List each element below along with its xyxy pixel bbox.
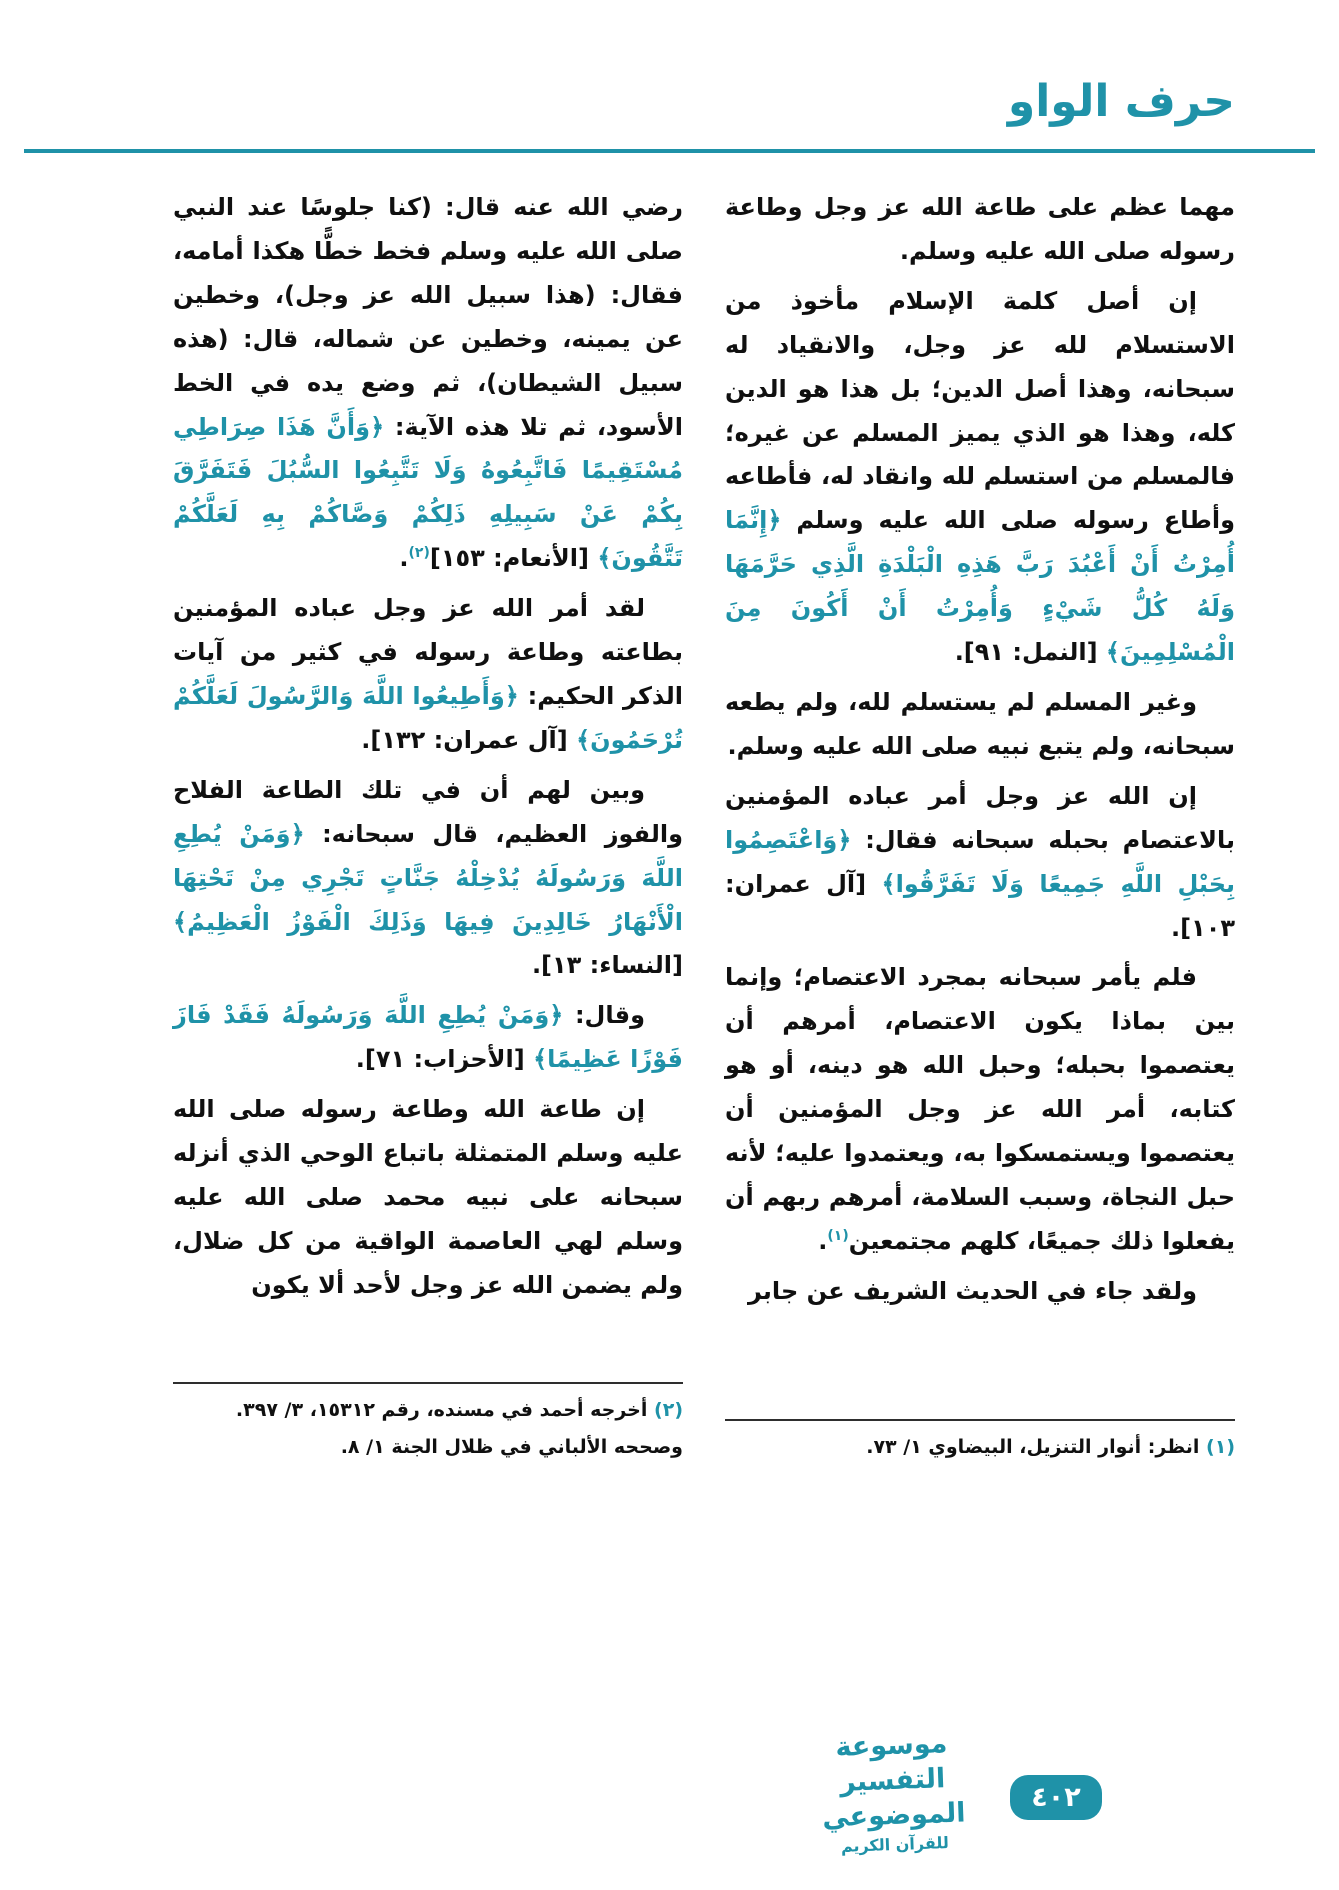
- body-text: إن الله عز وجل أمر عباده المؤمنين بالاعتصام بحبله سبحانه فقال:: [725, 781, 1235, 854]
- footnote-number: (٢): [647, 1398, 683, 1421]
- publisher-logo-title: موسوعة التفسير الموضوعي: [821, 1727, 966, 1834]
- paragraph: [173, 994, 683, 1082]
- publisher-logo-subtitle: للقرآن الكريم: [840, 1833, 950, 1856]
- page-body: [173, 186, 1235, 1466]
- body-text: إن أصل كلمة الإسلام مأخوذ من الاستسلام لله عز وجل، والانقياد له سبحانه، وهذا أصل الدين؛ بل هذا هو الدين كله، وهذا هو الذي يميز المسلم عن غيره؛ فالمسلم من استسلم لله وانقاد له، فأطاعه وأطاع رسوله صلى الله عليه وسلم: [725, 286, 1235, 535]
- paragraph: [173, 587, 683, 763]
- body-text: وصححه الألباني في ظلال الجنة ١/ ٨.: [340, 1435, 683, 1458]
- footnote-separator: [173, 1382, 683, 1384]
- quran-verse: ﴿وَأَطِيعُوا اللَّهَ وَالرَّسُولَ لَعَلَّكُمْ تُرْحَمُونَ﴾: [173, 681, 683, 754]
- body-text: لقد أمر الله عز وجل عباده المؤمنين بطاعته وطاعة رسوله في كثير من آيات الذكر الحكيم:: [173, 594, 684, 710]
- body-text: ولقد جاء في الحديث الشريف عن جابر: [747, 1276, 1197, 1305]
- body-text: [النساء: ١٣].: [531, 951, 683, 980]
- paragraph: [725, 956, 1235, 1263]
- footnote: [173, 1429, 683, 1466]
- footnote-separator: [725, 1419, 1235, 1421]
- footnote: [725, 1429, 1235, 1466]
- footnote-list-right: [725, 1429, 1235, 1466]
- page-number: ٤٠٢: [1031, 1782, 1081, 1813]
- paragraph: [173, 186, 683, 581]
- paragraph: [725, 186, 1235, 274]
- paragraph: [725, 280, 1235, 675]
- publisher-logo: [779, 1724, 1007, 1858]
- header-rule: [24, 149, 1315, 153]
- body-text: مهما عظم على طاعة الله عز وجل وطاعة رسوله صلى الله عليه وسلم.: [725, 193, 1235, 265]
- paragraph: [725, 681, 1235, 769]
- quran-verse: ﴿وَمَنْ يُطِعِ اللَّهَ وَرَسُولَهُ فَقَدْ فَازَ فَوْزًا عَظِيمًا﴾: [173, 1001, 683, 1074]
- footnotes-left: [173, 1376, 683, 1466]
- body-text: وغير المسلم لم يستسلم لله، ولم يطعه سبحانه، ولم يتبع نبيه صلى الله عليه وسلم.: [725, 687, 1235, 760]
- footnote-number: (١): [1199, 1435, 1235, 1458]
- footnote-ref: (٢): [408, 545, 430, 562]
- footnotes-right: [725, 1413, 1235, 1466]
- quran-verse: ﴿إِنَّمَا أُمِرْتُ أَنْ أَعْبُدَ رَبَّ هَذِهِ الْبَلْدَةِ الَّذِي حَرَّمَهَا وَلَهُ كُلُّ شَيْءٍ وَأُمِرْتُ أَنْ أَكُونَ مِنَ الْمُسْلِمِينَ﴾: [725, 506, 1235, 667]
- page-number-badge: [1010, 1775, 1102, 1820]
- paragraph: [173, 769, 683, 989]
- column-left: [173, 186, 683, 1466]
- body-text: [آل عمران: ١٠٣].: [725, 869, 1235, 942]
- body-text: [آل عمران: ١٣٢].: [361, 725, 577, 754]
- paragraph: [173, 1088, 683, 1308]
- quran-verse: ﴿وَأَنَّ هَذَا صِرَاطِي مُسْتَقِيمًا فَاتَّبِعُوهُ وَلَا تَتَّبِعُوا السُّبُلَ فَتَفَرَّقَ بِكُمْ عَنْ سَبِيلِهِ ذَلِكُمْ وَصَّاكُمْ بِهِ لَعَلَّكُمْ تَتَّقُونَ﴾: [173, 412, 683, 573]
- footnote-list-left: [173, 1392, 683, 1466]
- body-text: .: [399, 544, 409, 573]
- column-right-text: [725, 186, 1235, 1320]
- body-text: [الأحزاب: ٧١].: [355, 1045, 534, 1074]
- paragraph: [725, 775, 1235, 951]
- footnote: [173, 1392, 683, 1429]
- column-right: [725, 186, 1235, 1466]
- body-text: فلم يأمر سبحانه بمجرد الاعتصام؛ وإنما بين بماذا يكون الاعتصام، أمرهم أن يعتصموا بحبله؛ وحبل الله هو دينه، أو هو كتابه، أمر الله عز وجل المؤمنين أن يعتصموا ويستمسكوا به، ويعتمدوا عليه؛ لأنه حبل النجاة، وسبب السلامة، أمرهم ربهم أن يفعلوا ذلك جميعًا، كلهم مجتمعين: [725, 963, 1235, 1255]
- quran-verse: ﴿وَمَنْ يُطِعِ اللَّهَ وَرَسُولَهُ يُدْخِلْهُ جَنَّاتٍ تَجْرِي مِنْ تَحْتِهَا الْأَنْهَارُ خَالِدِينَ فِيهَا وَذَلِكَ الْفَوْزُ الْعَظِيمُ﴾: [173, 819, 683, 936]
- body-text: أخرجه أحمد في مسنده، رقم ١٥٣١٢، ٣/ ٣٩٧.: [235, 1398, 648, 1421]
- body-text: [النمل: ٩١].: [954, 638, 1106, 667]
- body-text: [الأنعام: ١٥٣]: [429, 544, 598, 573]
- column-left-text: [173, 186, 683, 1314]
- footnote-ref: (١): [827, 1227, 849, 1244]
- body-text: وبين لهم أن في تلك الطاعة الفلاح والفوز العظيم، قال سبحانه:: [173, 775, 683, 848]
- body-text: وقال:: [563, 1001, 646, 1030]
- quran-verse: ﴿وَاعْتَصِمُوا بِحَبْلِ اللَّهِ جَمِيعًا وَلَا تَفَرَّقُوا﴾: [725, 825, 1236, 898]
- body-text: إن طاعة الله وطاعة رسوله صلى الله عليه وسلم المتمثلة باتباع الوحي الذي أنزله سبحانه على نبيه محمد صلى الله عليه وسلم لهي العاصمة الواقية من كل ضلال، ولم يضمن الله عز وجل لأحد ألا يكون: [173, 1095, 683, 1299]
- chapter-header-calligraphy: حرف الواو: [1007, 76, 1235, 127]
- body-text: انظر: أنوار التنزيل، البيضاوي ١/ ٧٣.: [866, 1435, 1200, 1458]
- paragraph: [725, 1270, 1235, 1314]
- body-text: .: [818, 1226, 828, 1255]
- body-text: رضي الله عنه قال: (كنا جلوسًا عند النبي صلى الله عليه وسلم فخط خطًّا هكذا أمامه، فقال: (هذا سبيل الله عز وجل)، وخطين عن يمينه، وخطين عن شماله، قال: (هذه سبيل الشيطان)، ثم وضع يده في الخط الأسود، ثم تلا هذه الآية:: [173, 193, 683, 441]
